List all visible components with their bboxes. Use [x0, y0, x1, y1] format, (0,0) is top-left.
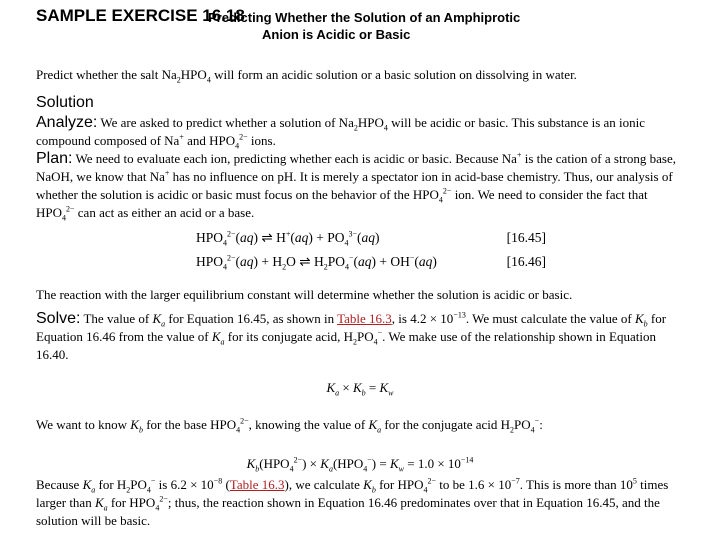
equation-number: [16.45] — [506, 230, 546, 245]
exercise-title-line2: Anion is Acidic or Basic — [262, 27, 411, 42]
equation-16-45: $HPO_4^{2-}(aq)$ ⇌ $H^+(aq) + PO_4^{3-}(aq)$ [16.45] — [196, 229, 546, 248]
want-sentence: We want to know $K_b$ for the base $HPO_4^{2-}$, knowing the value of $K_a$ for the conjugate acid $H_2PO_4^-$: — [36, 416, 543, 435]
solution-heading: Solution — [36, 94, 94, 111]
equation-16-46: $HPO_4^{2-}(aq) + H_2O$ ⇌ $H_2PO_4^-(aq) + OH^-(aq)$ [16.46] — [196, 253, 546, 272]
plan-label: Plan: — [36, 150, 73, 167]
exercise-title-line1: Predicting Whether the Solution of an Amphiprotic — [208, 10, 521, 25]
equation-number: [16.46] — [506, 254, 546, 269]
table-link[interactable]: Table 16.3 — [229, 477, 285, 492]
problem-statement: Predict whether the salt $Na_2HPO_4$ will form an acidic solution or a basic solution on dissolving in water. — [36, 67, 577, 85]
relation-equation: $K_a \times K_b = K_w$ — [326, 380, 394, 398]
final-paragraph: Because $K_a$ for $H_2PO_4^-$ is $6.2 \times 10^{-8}$ (Table 16.3), we calculate $K_b$ for $HPO_4^{2-}$ to be $1.6 \times 10^{-7}$. This is more than $10^5$ times larger than $K_a$ for $HPO_4^{2-}$; thus, the reaction shown in Equation 16.46 predominates over that in Equation 16.45, and the solution will be basic. — [36, 476, 669, 528]
solve-label: Solve: — [36, 310, 81, 327]
table-link[interactable]: Table 16.3 — [337, 311, 392, 326]
solve-paragraph: Solve: The value of $K_a$ for Equation 16.45, as shown in Table 16.3, is $4.2 \times 10^{-13}$. We must calculate the value of $K_b$ for Equation 16.46 from the value of $K_a$ for its conjugate acid, $H_2PO_4^-$. We make use of the relationship shown in Equation 16.40. — [36, 310, 667, 362]
analyze-label: Analyze: — [36, 114, 98, 131]
conclusion-sentence: The reaction with the larger equilibrium constant will determine whether the solution is acidic or basic. — [36, 287, 573, 302]
exercise-label: SAMPLE EXERCISE 16.18 — [36, 6, 245, 25]
equation-block — [196, 228, 546, 276]
calc-equation: $K_b(HPO_4^{2-}) \times K_a(HPO_4^-) = K_w = 1.0 \times 10^{-14}$ — [246, 455, 474, 474]
analyze-paragraph: Analyze: We are asked to predict whether a solution of $Na_2HPO_4$ will be acidic or basic. This substance is an ionic compound composed of Na+ and $HPO_4^{2-}$ ions. — [36, 114, 646, 151]
plan-paragraph: Plan: We need to evaluate each ion, predicting whether each is acidic or basic. Because Na+ is the cation of a strong base, NaOH, we know that Na+ has no influence on pH. It is merely a spectator ion in acid-base chemistry. Thus, our analysis of whether the solution is acidic or basic must focus on the behavior of the $HPO_4^{2-}$ ion. We need to consider the fact that $HPO_4^{2-}$ can act as either an acid or a base. — [36, 150, 676, 223]
